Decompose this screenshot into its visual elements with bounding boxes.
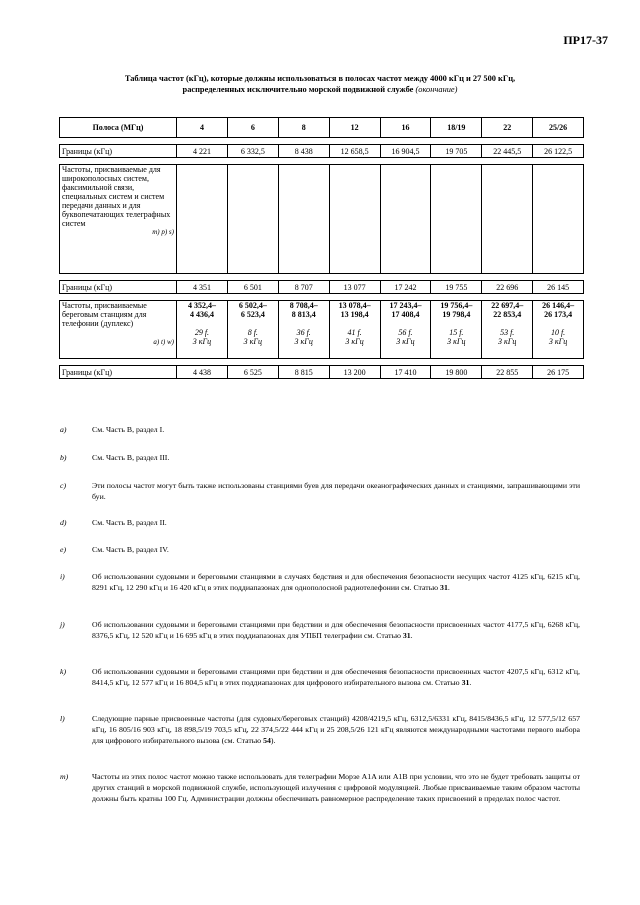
row-footnote: m) p) s) xyxy=(152,228,174,236)
band-header: 25/26 xyxy=(533,118,584,138)
table-cell: 17 410 xyxy=(380,366,431,379)
row-label: Границы (кГц) xyxy=(60,366,177,379)
table-cell: 12 658,5 xyxy=(329,145,380,158)
table-row xyxy=(60,366,584,379)
table-cell: 22 445,5 xyxy=(482,145,533,158)
table-cell: 4 438 xyxy=(177,366,228,379)
band-header: 16 xyxy=(380,118,431,138)
table-cell: 22 697,4– 22 853,4 53 f. 3 кГц xyxy=(482,301,533,359)
table-cell: 13 077 xyxy=(329,281,380,294)
title-line-2: распределенных исключительно морской подвижной службе (окончание) xyxy=(182,85,458,94)
table-cell: 16 904,5 xyxy=(380,145,431,158)
header-label: Полоса (МГц) xyxy=(60,118,177,138)
table-cell: 13 200 xyxy=(329,366,380,379)
table-cell: 6 525 xyxy=(227,366,278,379)
row-label: Частоты, присваиваемые для широкополосных систем, факсимильной связи, специальных систем и систем передачи данных и для буквопечатающих телеграфных систем m) p) s) xyxy=(60,165,177,274)
footnote-e: e) См. Часть В, раздел IV. xyxy=(60,545,169,554)
table-cell: 4 352,4– 4 436,4 29 f. 3 кГц xyxy=(177,301,228,359)
band-header: 8 xyxy=(278,118,329,138)
band-header: 22 xyxy=(482,118,533,138)
table-row xyxy=(60,301,584,359)
frequency-table xyxy=(59,117,584,379)
title-line-1: Таблица частот (кГц), которые должны использоваться в полосах частот между 4000 кГц и 27 500 кГц, xyxy=(124,74,516,83)
table-cell: 26 175 xyxy=(533,366,584,379)
table-cell: 17 243,4– 17 408,4 56 f. 3 кГц xyxy=(380,301,431,359)
footnote-m: m) Частоты из этих полос частот можно также использовать для телеграфии Морзе A1A или A1B при условии, что это не будет требовать защиты от других станций в морской подвижной службе, использующей излучения с цифровой модуляцией. Любые присваиваемые таким образом частоты должны быть кратны 100 Гц. Администрации должны обеспечивать равномерное распределение таких присвоений в пределах полос частот. xyxy=(60,772,580,803)
table-cell: 4 221 xyxy=(177,145,228,158)
footnote-a: a) См. Часть В, раздел I. xyxy=(60,425,165,434)
footnote-l: l) Следующие парные присвоенные частоты (для судовых/береговых станций) 4208/4219,5 кГц, 6312,5/6331 кГц, 8415/8436,5 кГц, 12 577,5/12 657 кГц, 16 805/16 903 кГц, 18 898,5/19 703,5 кГц, 22 374,5/22 444 кГц и 25 208,5/26 121 кГц являются международными частотами первого выбора для цифрового избирательного вызова (см. Статью 54). xyxy=(60,714,580,745)
table-cell: 19 800 xyxy=(431,366,482,379)
table-cell: 26 122,5 xyxy=(533,145,584,158)
table-cell: 6 502,4– 6 523,4 8 f. 3 кГц xyxy=(227,301,278,359)
title-suffix: (окончание) xyxy=(415,85,458,94)
footnote-j: j) Об использовании судовыми и береговыми станциями при бедствии и для обеспечения безопасности присвоенных частот 4177,5 кГц, 6268 кГц, 8376,5 кГц, 12 520 кГц и 16 695 кГц в этих поддиапазонах для УПБП телеграфии см. Статью 31. xyxy=(60,620,580,640)
footnote-c: c) Эти полосы частот могут быть также использованы станциями буев для передачи океанографических данных и станциями, запрашивающими эти буи. xyxy=(60,481,580,501)
table-cell: 19 705 xyxy=(431,145,482,158)
table-row xyxy=(60,145,584,158)
footnote-i: i) Об использовании судовыми и береговыми станциями в случаях бедствия и для обеспечения безопасности несущих частот 4125 кГц, 6215 кГц, 8291 кГц, 12 290 кГц и 16 420 кГц в этих поддиапазонах для однополосной радиотелефонии см. Статью 31. xyxy=(60,572,580,592)
table-cell: 8 438 xyxy=(278,145,329,158)
page-number: ПР17-37 xyxy=(563,33,608,47)
table-cell: 8 708,4– 8 813,4 36 f. 3 кГц xyxy=(278,301,329,359)
footnote-b: b) См. Часть В, раздел III. xyxy=(60,453,170,462)
table-header-row xyxy=(60,118,584,138)
row-footnote: a) t) w) xyxy=(153,338,174,346)
table-cell: 6 501 xyxy=(227,281,278,294)
table-cell: 13 078,4– 13 198,4 41 f. 3 кГц xyxy=(329,301,380,359)
table-cell: 19 756,4– 19 798,4 15 f. 3 кГц xyxy=(431,301,482,359)
table-row xyxy=(60,165,584,274)
table-cell: 22 696 xyxy=(482,281,533,294)
footnote-k: k) Об использовании судовыми и береговыми станциями при бедствии и для обеспечения безопасности присвоенных частот 4207,5 кГц, 6312 кГц, 8414,5 кГц, 12 577 кГц и 16 804,5 кГц в этих поддиапазонах для цифрового избирательного вызова см. Статью 31. xyxy=(60,667,580,687)
footnote-d: d) См. Часть В, раздел II. xyxy=(60,518,167,527)
table-title xyxy=(60,73,580,95)
table-cell: 8 815 xyxy=(278,366,329,379)
table-cell: 17 242 xyxy=(380,281,431,294)
table-cell: 6 332,5 xyxy=(227,145,278,158)
band-header: 12 xyxy=(329,118,380,138)
table-cell: 19 755 xyxy=(431,281,482,294)
row-label: Границы (кГц) xyxy=(60,145,177,158)
table-row xyxy=(60,281,584,294)
table-cell: 8 707 xyxy=(278,281,329,294)
row-label: Частоты, присваиваемые береговым станциям для телефонии (дуплекс) a) t) w) xyxy=(60,301,177,359)
band-header: 18/19 xyxy=(431,118,482,138)
table-cell: 22 855 xyxy=(482,366,533,379)
band-header: 6 xyxy=(227,118,278,138)
band-header: 4 xyxy=(177,118,228,138)
table-cell: 26 145 xyxy=(533,281,584,294)
row-label: Границы (кГц) xyxy=(60,281,177,294)
table-cell: 4 351 xyxy=(177,281,228,294)
table-cell: 26 146,4– 26 173,4 10 f. 3 кГц xyxy=(533,301,584,359)
